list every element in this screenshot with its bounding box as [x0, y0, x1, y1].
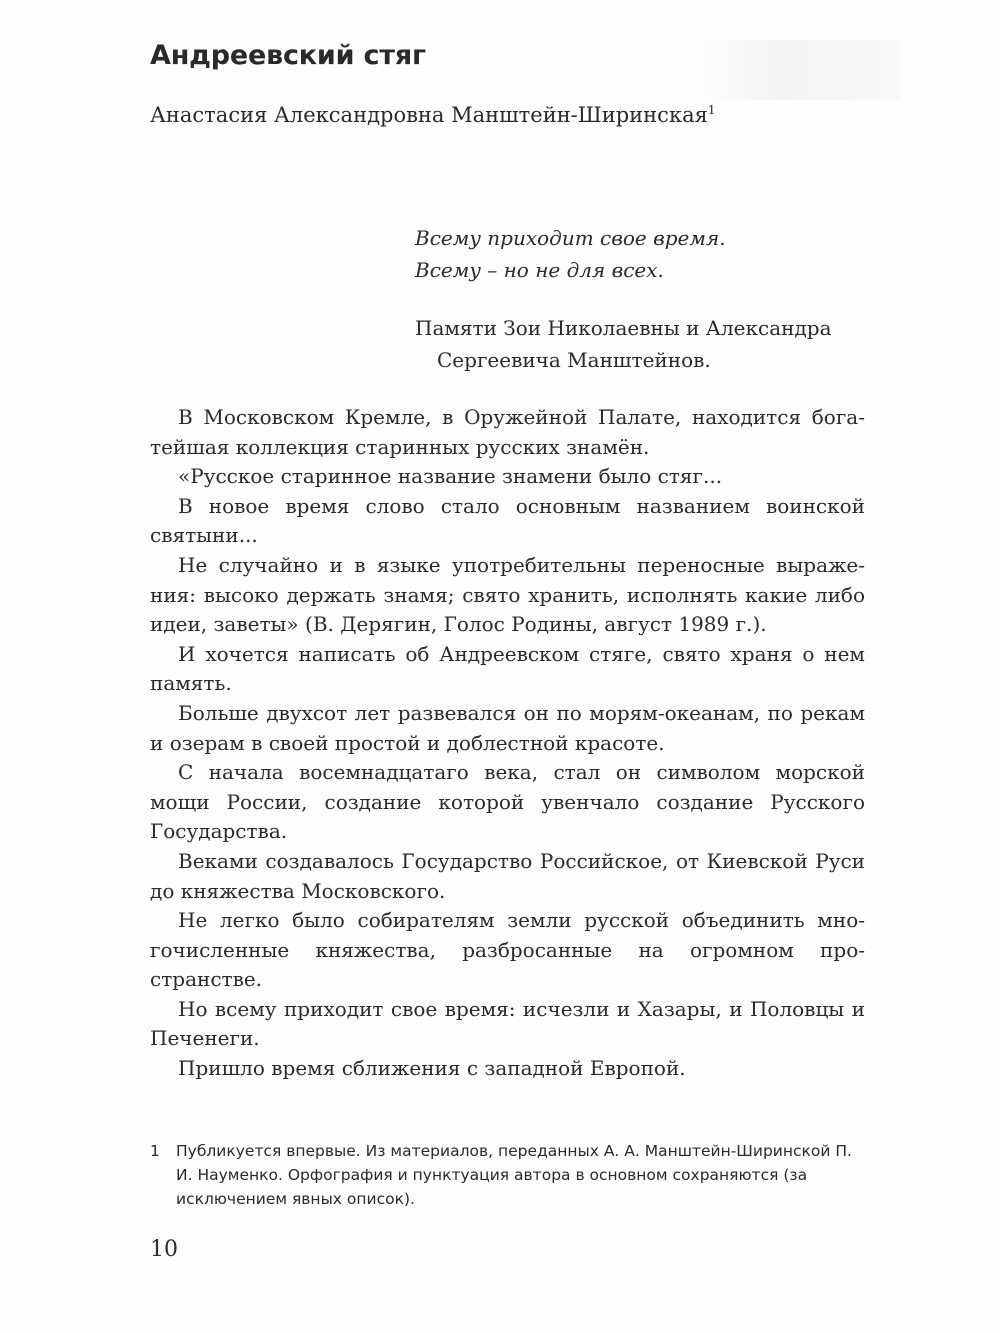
footnote-number: 1 — [150, 1142, 160, 1160]
paragraph: Пришло время сближения с западной Европой. — [178, 1056, 686, 1081]
dedication — [415, 312, 875, 376]
epigraph-line: Всему – но не для всех. — [415, 258, 664, 282]
page-number: 10 — [150, 1237, 178, 1262]
chapter-title: Андреевский стяг — [150, 40, 426, 71]
paragraph: С начала восемнадцатаго века, стал он символом морской мощи России, создание которой увенчало создание Русского Государства. — [150, 760, 865, 844]
author-line — [150, 103, 715, 127]
paragraph: В Московском Кремле, в Оружейной Палате, находится богатейшая коллекция старинных русских знамён. — [150, 405, 865, 459]
epigraph — [415, 222, 875, 286]
footnote — [150, 1139, 865, 1211]
paragraph: В новое время слово стало основным названием воинской святыни... — [150, 493, 865, 548]
footnote-marker: 1 — [707, 103, 716, 117]
paragraph: Но всему приходит свое время: исчезли и Хазары, и Половцы и Печенеги. — [150, 996, 865, 1051]
paragraph: Больше двухсот лет развевался он по морям-океанам, по рекам и озерам в своей простой и доблестной красоте. — [150, 700, 865, 755]
epigraph-line: Всему приходит свое время. — [415, 226, 726, 250]
paragraph: Не легко было собирателям земли русской объединить многочисленные княжества, разбросанные на огромном пространстве. — [150, 908, 865, 992]
paragraph: И хочется написать об Андреевском стяге, свято храня о нем память. — [150, 641, 865, 696]
paragraph: Не случайно и в языке употребительны переносные выражения: высоко держать знамя; свято хранить, исполнять какие либо идеи, заветы» (В. Дерягин, Голос Родины, август 1989 г.). — [150, 552, 865, 637]
footnote-text: Публикуется впервые. Из материалов, переданных А. А. Манштейн-Ширинской П. И. Науменко. Орфография и пунктуация автора в основном сохраняются (за исключением явных описок). — [176, 1142, 852, 1208]
dedication-line: Сергеевича Манштейнов. — [437, 348, 711, 372]
author-name: Анастасия Александровна Манштейн-Ширинская — [150, 103, 708, 127]
dedication-line: Памяти Зои Николаевны и Александра — [415, 316, 832, 340]
body-text — [150, 403, 865, 1084]
paragraph: Веками создавалось Государство Российское, от Киевской Руси до княжества Московского. — [150, 848, 865, 903]
paragraph: «Русское старинное название знамени было стяг... — [178, 464, 723, 489]
bleed-through-shadow — [700, 40, 900, 100]
